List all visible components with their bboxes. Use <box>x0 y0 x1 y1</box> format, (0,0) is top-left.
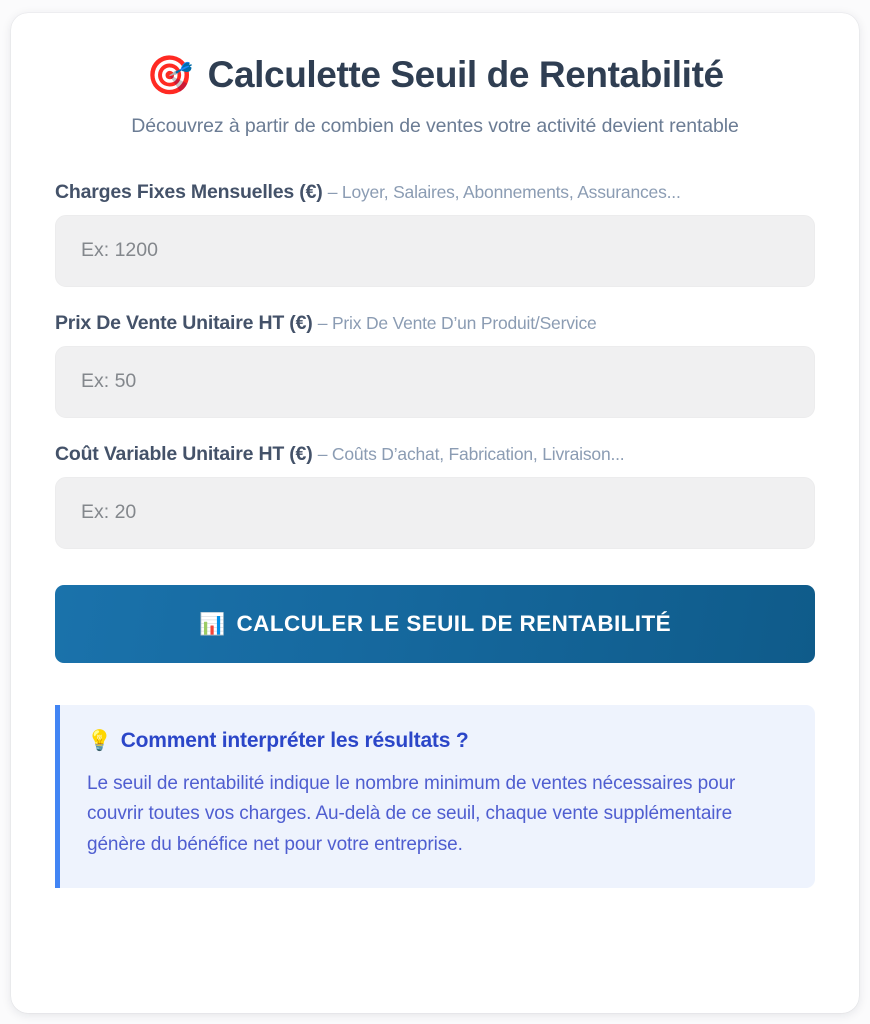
calculate-button-label: CALCULER LE SEUIL DE RENTABILITÉ <box>236 610 672 636</box>
field-fixed-costs <box>55 181 815 287</box>
unit-price-input[interactable] <box>55 346 815 418</box>
bar-chart-icon: 📊 <box>198 613 226 637</box>
fixed-costs-label-text: Charges Fixes Mensuelles (€) <box>55 180 323 203</box>
unit-price-label <box>55 312 815 335</box>
field-variable-cost <box>55 443 815 549</box>
fixed-costs-input[interactable] <box>55 215 815 287</box>
info-callout-body: Le seuil de rentabilité indique le nombre minimum de ventes nécessaires pour couvrir toutes vos charges. Au-delà de ce seuil, chaque vente supplémentaire génère du bénéfice net pour votre entreprise. <box>87 772 736 856</box>
variable-cost-label-text: Coût Variable Unitaire HT (€) <box>55 442 313 465</box>
variable-cost-input[interactable] <box>55 477 815 549</box>
fixed-costs-hint: – Loyer, Salaires, Abonnements, Assurances... <box>327 181 681 202</box>
field-unit-price <box>55 312 815 418</box>
calculator-card <box>11 13 859 1013</box>
variable-cost-label <box>55 443 815 466</box>
info-callout-heading-text: Comment interpréter les résultats ? <box>120 728 469 752</box>
unit-price-hint: – Prix De Vente D’un Produit/Service <box>317 312 597 333</box>
fixed-costs-label <box>55 181 815 204</box>
calculate-button[interactable] <box>55 585 815 663</box>
variable-cost-hint: – Coûts D’achat, Fabrication, Livraison... <box>317 443 625 464</box>
page-title <box>55 55 815 96</box>
info-callout <box>55 705 815 888</box>
page-title-text: Calculette Seuil de Rentabilité <box>207 54 724 95</box>
info-callout-heading <box>87 729 785 753</box>
direct-hit-icon: 🎯 <box>146 55 194 98</box>
unit-price-label-text: Prix De Vente Unitaire HT (€) <box>55 311 313 334</box>
page-subtitle: Découvrez à partir de combien de ventes votre activité devient rentable <box>131 114 739 137</box>
light-bulb-icon: 💡 <box>87 729 112 752</box>
calculator-form <box>55 181 815 663</box>
